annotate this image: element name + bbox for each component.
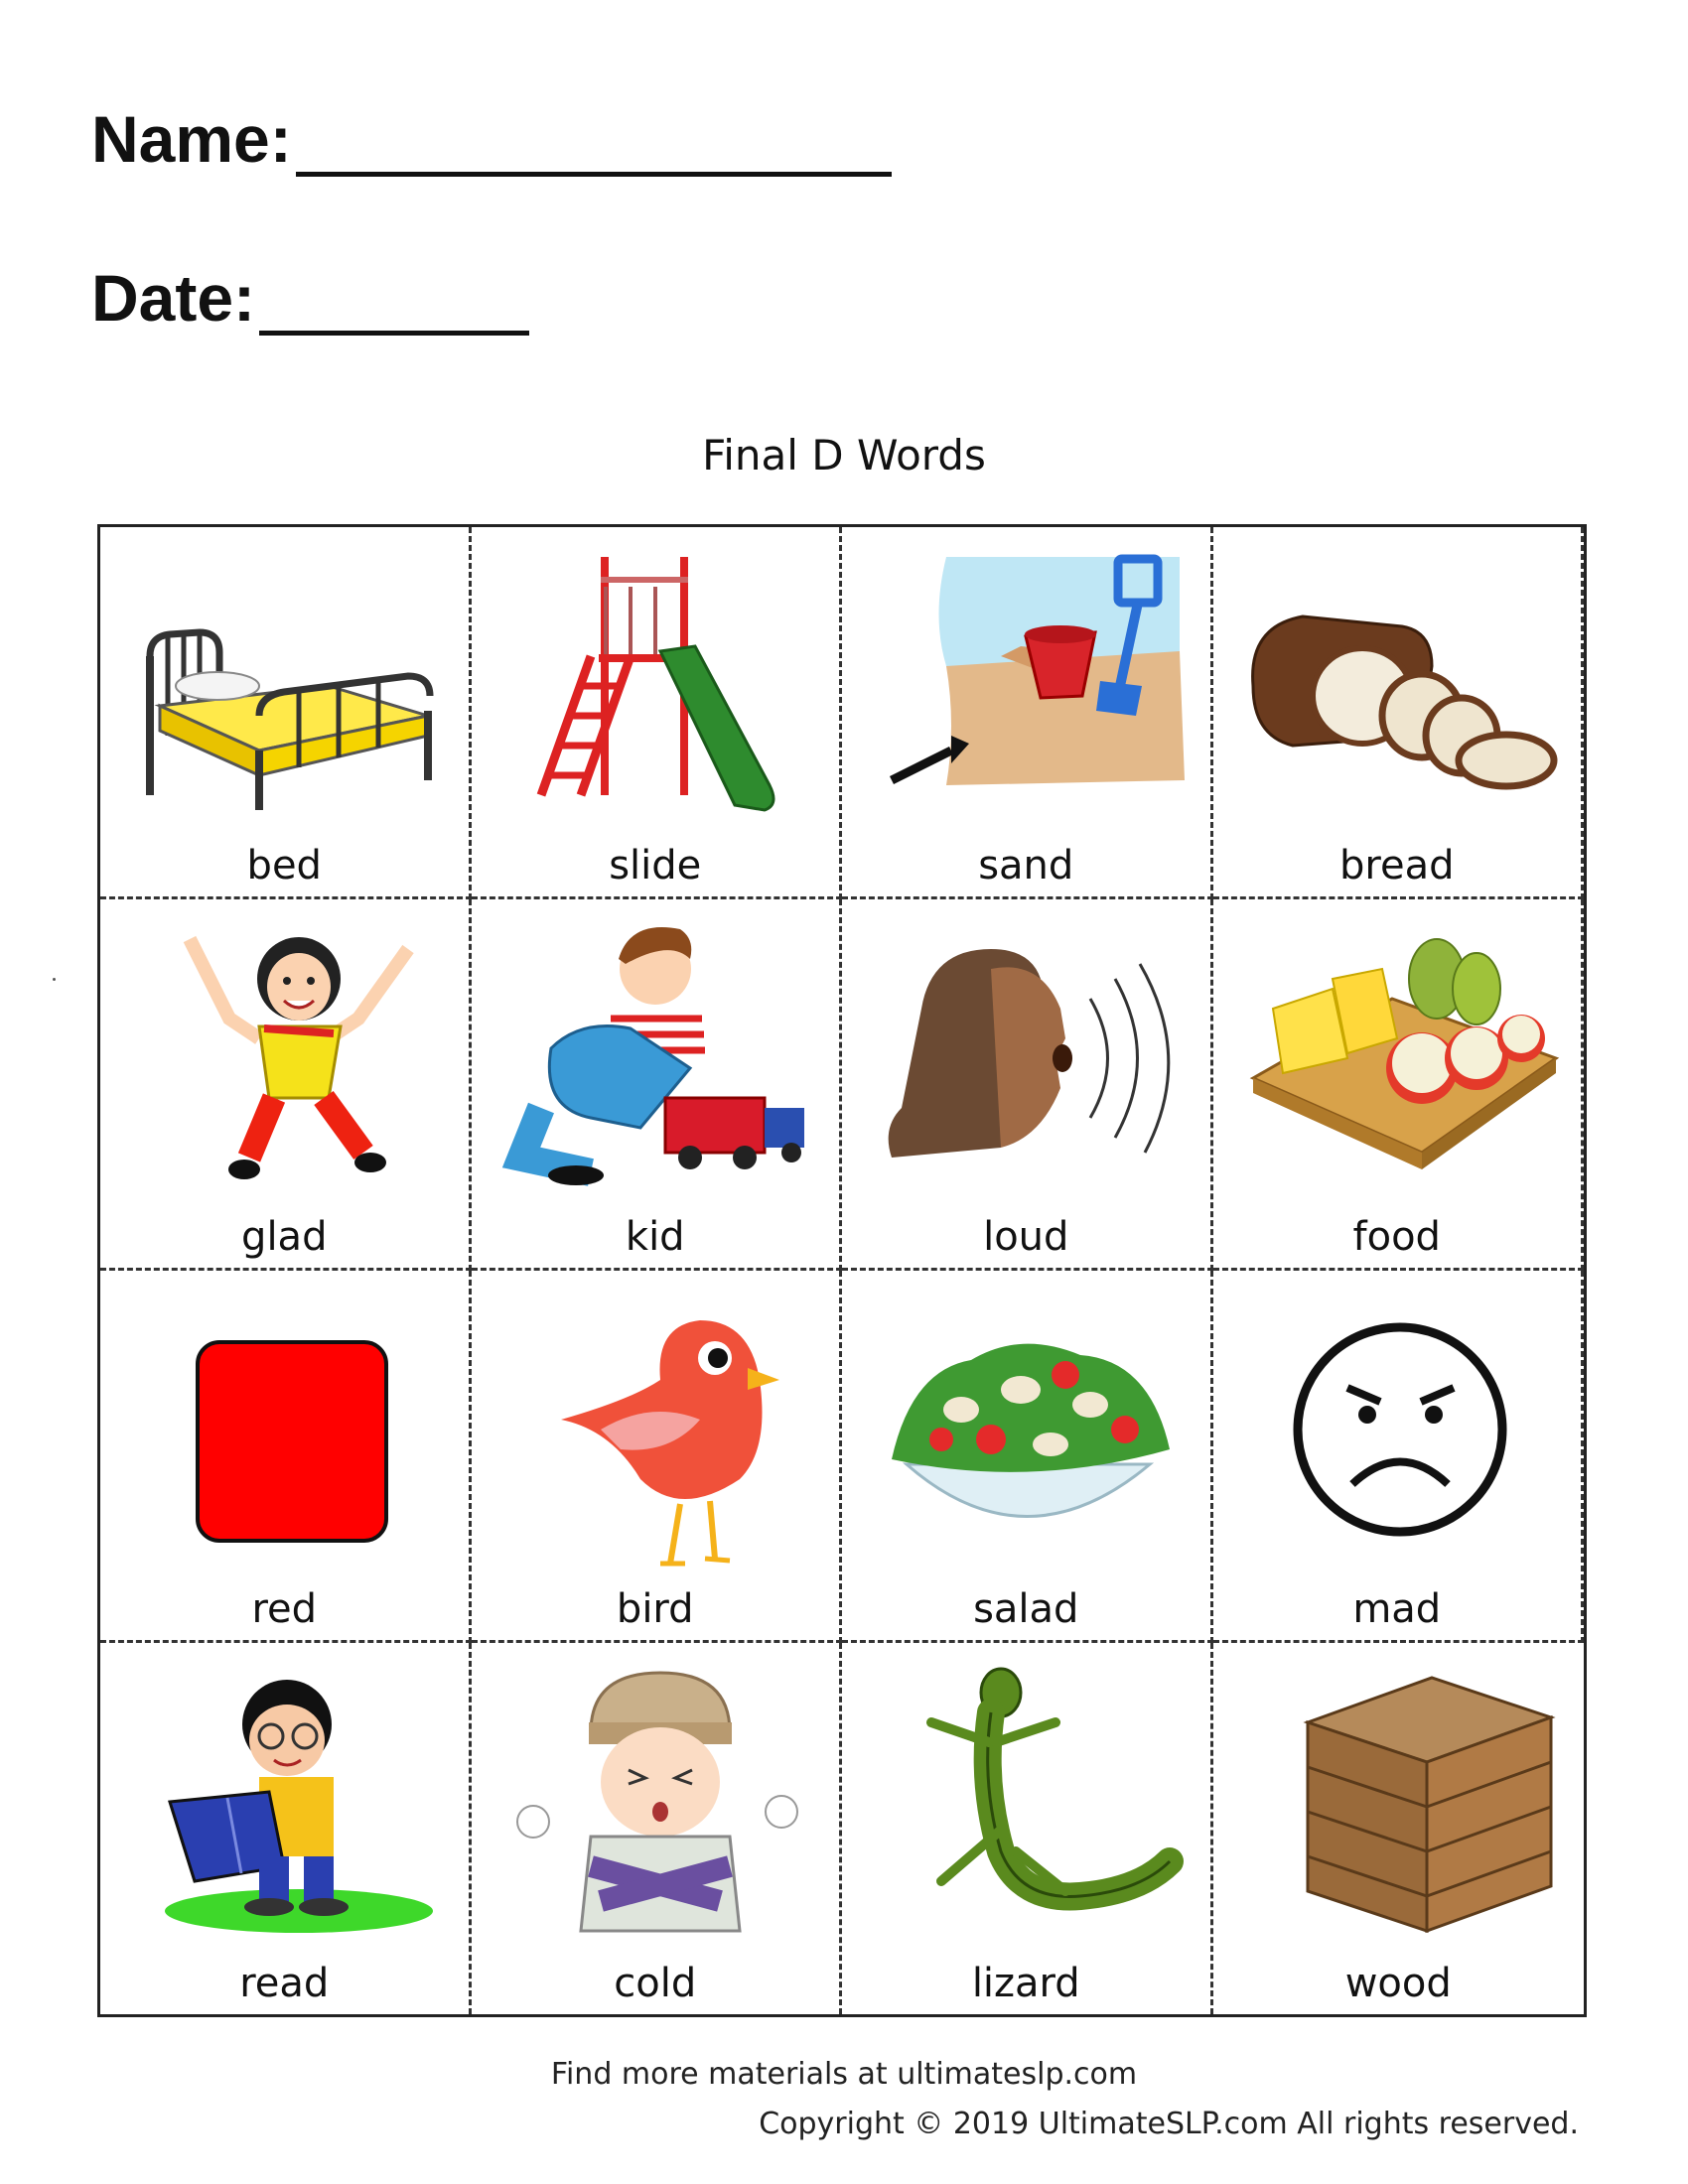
stray-mark — [53, 978, 56, 981]
bread-icon — [1223, 537, 1575, 825]
food-platter-icon — [1223, 909, 1575, 1197]
reading-boy-icon — [110, 1653, 462, 1941]
word-label: bird — [616, 1585, 694, 1632]
salad-icon — [852, 1281, 1203, 1569]
word-label: bread — [1339, 842, 1455, 888]
name-blank-line[interactable] — [296, 116, 892, 177]
word-card-bed — [100, 527, 472, 899]
word-card-mad — [1213, 1271, 1585, 1643]
word-label: bed — [246, 842, 322, 888]
word-card-cold — [472, 1643, 843, 2015]
bird-icon — [482, 1281, 833, 1569]
footer-materials-link[interactable]: Find more materials at ultimateslp.com — [550, 2057, 1138, 2092]
cold-man-icon — [482, 1653, 833, 1941]
name-label: Name: — [91, 102, 292, 176]
date-field[interactable] — [91, 260, 529, 336]
word-label: salad — [973, 1585, 1079, 1632]
word-label: lizard — [971, 1961, 1080, 2006]
name-field[interactable] — [91, 101, 892, 177]
word-card-lizard — [842, 1643, 1213, 2015]
word-card-slide — [472, 527, 843, 899]
bed-icon — [110, 537, 462, 825]
word-card-glad — [100, 899, 472, 1272]
word-card-bread — [1213, 527, 1585, 899]
word-card-bird — [472, 1271, 843, 1643]
word-label: mad — [1352, 1585, 1442, 1632]
word-label: sand — [978, 842, 1074, 888]
lizard-icon — [852, 1653, 1203, 1941]
word-card-grid — [97, 524, 1587, 2017]
worksheet-title: Final D Words — [702, 431, 986, 479]
wood-crate-icon — [1223, 1653, 1575, 1941]
word-card-sand — [842, 527, 1213, 899]
word-label: wood — [1344, 1961, 1452, 2006]
word-card-kid — [472, 899, 843, 1272]
word-label: kid — [625, 1214, 685, 1260]
sand-icon — [852, 537, 1203, 825]
slide-icon — [482, 537, 833, 825]
kid-icon — [482, 909, 833, 1197]
word-label: cold — [614, 1961, 697, 2006]
word-label: loud — [983, 1214, 1069, 1260]
date-label: Date: — [91, 261, 256, 335]
word-card-salad — [842, 1271, 1213, 1643]
word-label: food — [1352, 1214, 1441, 1260]
word-label: glad — [241, 1214, 328, 1260]
word-label: read — [239, 1961, 330, 2006]
mad-face-icon — [1223, 1281, 1575, 1569]
glad-girl-icon — [110, 909, 462, 1197]
word-card-read — [100, 1643, 472, 2015]
word-card-food — [1213, 899, 1585, 1272]
footer-copyright: Copyright © 2019 UltimateSLP.com All rights reserved. — [759, 2107, 1579, 2141]
date-blank-line[interactable] — [259, 275, 529, 336]
word-label: red — [251, 1585, 318, 1632]
red-square-icon — [110, 1281, 462, 1569]
word-card-red — [100, 1271, 472, 1643]
loud-shout-icon — [852, 909, 1203, 1197]
word-label: slide — [609, 842, 702, 888]
word-card-wood — [1213, 1643, 1585, 2015]
word-card-loud — [842, 899, 1213, 1272]
